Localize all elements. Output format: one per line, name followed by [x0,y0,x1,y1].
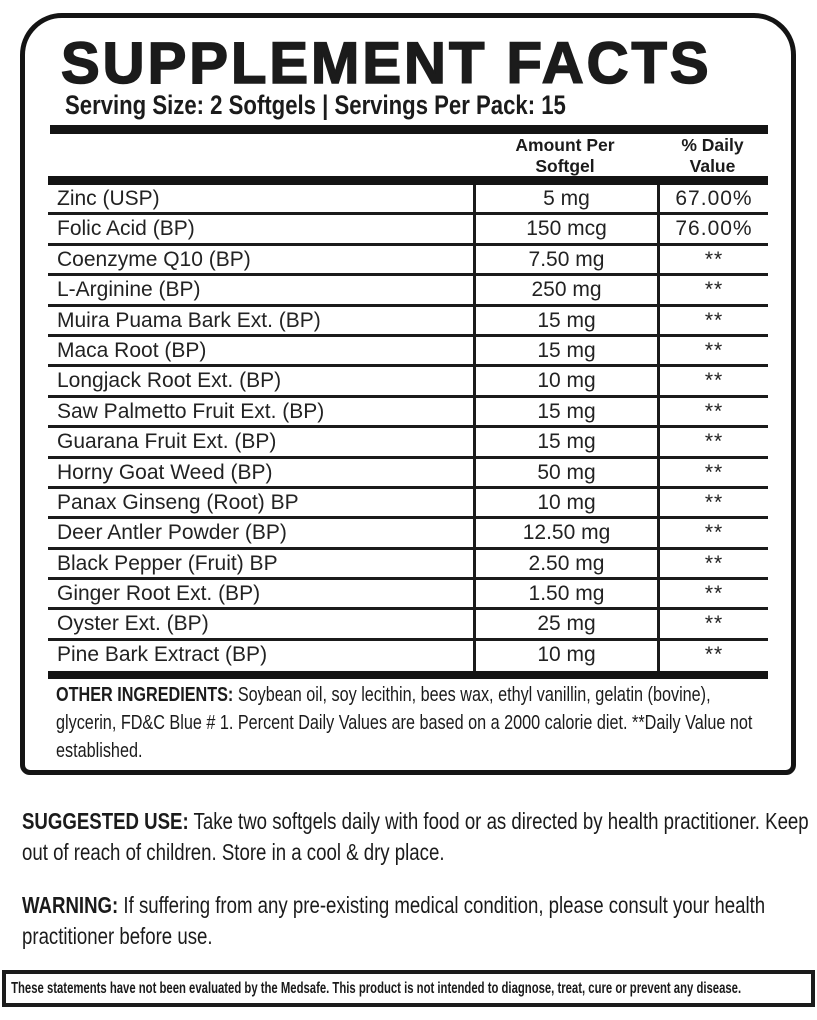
ingredient-dv-cell: ** [657,580,768,607]
column-header-amount-line1: Amount Per [515,135,615,155]
serving-size-line [65,90,676,121]
table-row [48,550,768,580]
table-row [48,215,768,245]
column-header-dv-line1: % Daily [681,135,744,155]
ingredient-amount-cell: 25 mg [473,610,657,637]
ingredient-name-cell: Coenzyme Q10 (BP) [57,247,251,271]
warning-note [22,890,815,952]
column-header-dv [657,135,768,176]
ingredient-name-cell: Folic Acid (BP) [57,217,195,241]
table-row [48,459,768,489]
other-ingredients-label: OTHER INGREDIENTS: [56,684,234,706]
table-row [48,307,768,337]
ingredients-table [48,176,768,679]
ingredient-name-cell: Deer Antler Powder (BP) [57,521,287,545]
ingredient-dv-cell: 67.00% [657,185,768,212]
ingredient-amount-cell: 15 mg [473,337,657,364]
ingredient-name-cell: Black Pepper (Fruit) BP [57,551,278,575]
ingredient-amount-cell: 15 mg [473,307,657,334]
ingredient-dv-cell: ** [657,641,768,671]
column-header-amount-line2: Softgel [535,155,595,176]
table-row [48,367,768,397]
ingredient-name-cell: Pine Bark Extract (BP) [57,642,268,666]
disclaimer-box [2,970,815,1007]
ingredient-dv-cell: ** [657,307,768,334]
warning-label: WARNING: [22,892,119,918]
ingredient-amount-cell: 5 mg [473,185,657,212]
ingredient-name-cell: L-Arginine (BP) [57,278,201,302]
ingredient-dv-cell: ** [657,337,768,364]
table-row [48,337,768,367]
serving-size-text: Serving Size: 2 Softgels | Servings Per Pack: 15 [65,90,566,120]
table-row [48,519,768,549]
ingredient-dv-cell: ** [657,428,768,455]
disclaimer-text: These statements have not been evaluated by the Medsafe. This product is not intended to diagnose, treat, cure or prevent any disease. [11,979,742,997]
header-divider-bar [50,125,768,134]
table-row [48,398,768,428]
other-ingredients-text: Soybean oil, soy lecithin, bees wax, ethyl vanillin, gelatin (bovine), glycerin, FD&C Blue # 1. Percent Daily Values are based on a 2000 calorie diet. **Daily Value not established. [56,684,753,762]
column-header-amount [473,135,657,176]
ingredient-name-cell: Panax Ginseng (Root) BP [57,490,299,514]
ingredient-dv-cell: ** [657,398,768,425]
ingredient-dv-cell: ** [657,610,768,637]
suggested-use-note [22,806,815,868]
panel-title: SUPPLEMENT FACTS [61,31,712,96]
table-row [48,428,768,458]
column-header-dv-line2: Value [689,155,736,176]
suggested-use-text: Take two softgels daily with food or as directed by health practitioner. Keep out of reach of children. Store in a cool & dry place. [22,808,809,866]
table-row [48,580,768,610]
table-row [48,246,768,276]
ingredient-dv-cell: ** [657,519,768,546]
ingredient-dv-cell: ** [657,459,768,486]
ingredient-dv-cell: ** [657,246,768,273]
ingredient-amount-cell: 10 mg [473,489,657,516]
ingredient-amount-cell: 10 mg [473,367,657,394]
ingredient-amount-cell: 250 mg [473,276,657,303]
suggested-use-label: SUGGESTED USE: [22,808,189,834]
other-ingredients-note [56,681,770,765]
ingredient-dv-cell: 76.00% [657,215,768,242]
ingredient-amount-cell: 15 mg [473,398,657,425]
ingredient-amount-cell: 7.50 mg [473,246,657,273]
ingredient-name-cell: Longjack Root Ext. (BP) [57,369,282,393]
ingredient-name-cell: Ginger Root Ext. (BP) [57,582,261,606]
ingredient-amount-cell: 2.50 mg [473,550,657,577]
ingredient-dv-cell: ** [657,550,768,577]
supplement-facts-panel [20,13,796,775]
ingredient-amount-cell: 10 mg [473,641,657,671]
ingredient-dv-cell: ** [657,276,768,303]
ingredient-name-cell: Zinc (USP) [57,187,160,210]
table-row [48,489,768,519]
ingredient-name-cell: Horny Goat Weed (BP) [57,460,273,484]
ingredient-name-cell: Guarana Fruit Ext. (BP) [57,430,277,454]
ingredient-amount-cell: 15 mg [473,428,657,455]
ingredient-name-cell: Saw Palmetto Fruit Ext. (BP) [57,399,325,423]
ingredient-dv-cell: ** [657,489,768,516]
table-row [48,185,768,215]
ingredient-amount-cell: 50 mg [473,459,657,486]
ingredient-name-cell: Muira Puama Bark Ext. (BP) [57,308,321,332]
ingredient-amount-cell: 12.50 mg [473,519,657,546]
ingredient-name-cell: Oyster Ext. (BP) [57,612,209,636]
ingredient-name-cell: Maca Root (BP) [57,338,207,362]
table-row [48,641,768,671]
warning-text: If suffering from any pre-existing medical condition, please consult your health practitioner before use. [22,892,766,950]
ingredient-amount-cell: 1.50 mg [473,580,657,607]
ingredient-amount-cell: 150 mcg [473,215,657,242]
table-row [48,276,768,306]
table-row [48,610,768,640]
ingredient-dv-cell: ** [657,367,768,394]
